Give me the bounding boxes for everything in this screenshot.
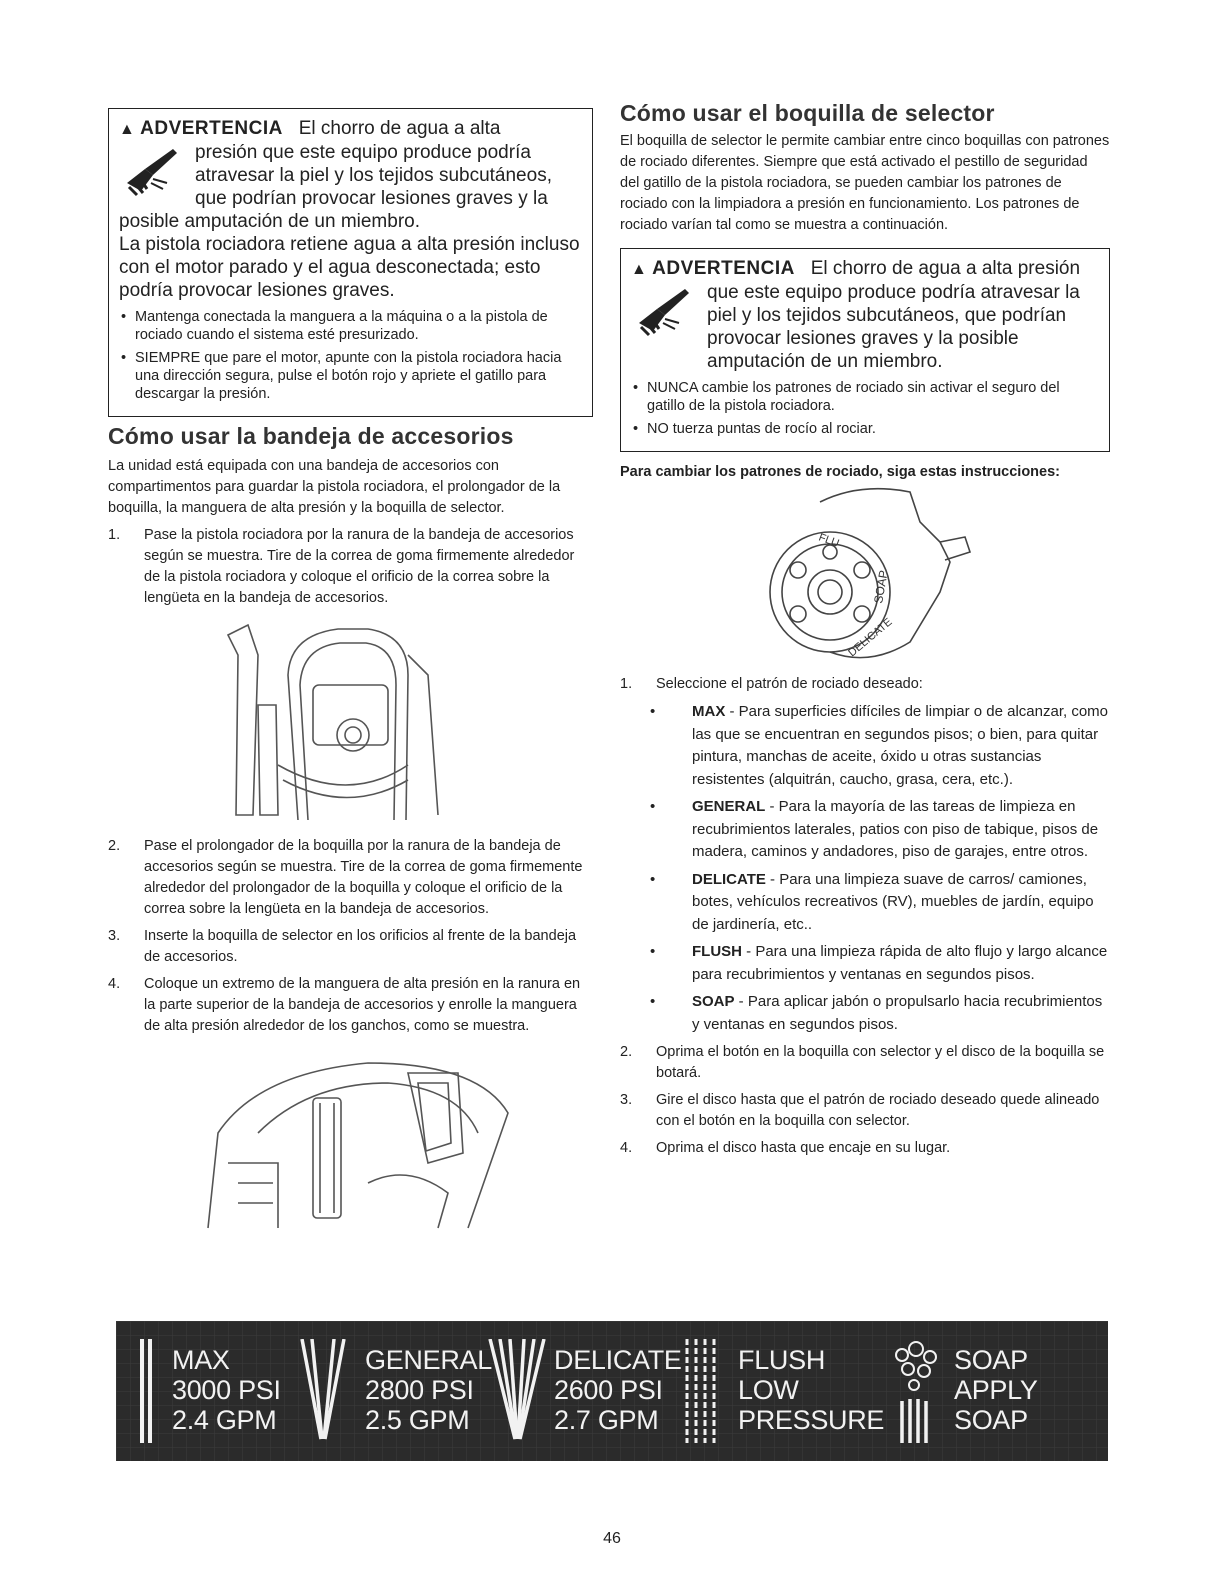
general-fan-icon bbox=[298, 1339, 348, 1443]
warning-box-right bbox=[620, 248, 1110, 452]
pattern-item: • FLUSH - Para una limpieza rápida de alto flujo y largo alcance para recubrimientos y ventanas en segundos pisos. bbox=[650, 943, 1108, 983]
step-number: 4. bbox=[620, 1140, 633, 1156]
tray-illustration-2 bbox=[108, 1043, 593, 1233]
banner-item-soap: SOAP APPLY SOAP bbox=[954, 1345, 1038, 1435]
spray-pattern-banner bbox=[116, 1321, 1108, 1461]
dial-label-flush: FLU bbox=[816, 531, 841, 550]
pattern-name: FLUSH bbox=[692, 943, 742, 960]
pattern-name: MAX bbox=[692, 703, 726, 720]
step-number: 2. bbox=[620, 1044, 633, 1060]
tray-illustration-1 bbox=[108, 615, 593, 825]
list-item bbox=[108, 525, 593, 609]
step-number: 4. bbox=[108, 976, 121, 992]
warning-line-2: atravesar la piel y los tejidos subcutáneos, bbox=[195, 165, 552, 186]
warning-title: ADVERTENCIA bbox=[140, 118, 283, 139]
pattern-desc: - Para la mayoría de las tareas de limpieza en recubrimientos laterales, patios con piso de tabique, pisos de madera, caminos y andadores, piso de garajes, entre otros. bbox=[692, 798, 1099, 860]
step-number: 2. bbox=[108, 838, 121, 854]
selector-nozzle-illustration bbox=[620, 482, 1110, 667]
warning-line-3: provocar lesiones graves y la posible bbox=[707, 328, 1019, 349]
pattern-desc: - Para una limpieza suave de carros/ camiones, botes, vehículos recreativos (RV), muebles de jardín, equipo de jardinería, etc.. bbox=[692, 870, 1094, 933]
warning-line-2: piel y los tejidos subcutáneos, que podrían bbox=[707, 305, 1067, 326]
step-text: Inserte la boquilla de selector en los orificios al frente de la bandeja de accesorios. bbox=[144, 928, 577, 965]
step-number: 1. bbox=[108, 527, 121, 543]
pattern-item: • SOAP - Para aplicar jabón o propulsarlo hacia recubrimientos y ventanas en segundos pisos. bbox=[650, 993, 1103, 1033]
step-text: Pase el prolongador de la boquilla por la ranura de la bandeja de accesorios según se muestra. Tire de la correa de goma firmemente alrededor del prolongador de la boquilla y coloque el orificio de la correa sobre la lengüeta en la bandeja de accesorios. bbox=[144, 838, 583, 917]
pattern-desc: - Para superficies difíciles de limpiar o de alcanzar, como las que se encuentran en segundos pisos; o bien, para quitar pintura, manchas de aceite, óxido u otras sustancias resistentes (alquitrán, caucho, grasa, cera, etc.). bbox=[692, 703, 1109, 788]
step-text: Gire el disco hasta que el patrón de rociado deseado quede alineado con el botón en la boquilla con selector. bbox=[656, 1092, 1100, 1129]
warning-bullet: • Mantenga conectada la manguera a la máquina o a la pistola de rociado cuando el sistema esté presurizado. bbox=[119, 308, 582, 344]
warning-triangle-icon: ▲ bbox=[119, 121, 135, 138]
list-item bbox=[620, 1042, 1110, 1084]
warning-bullet: • SIEMPRE que pare el motor, apunte con la pistola rociadora hacia una dirección segura, pulse el botón rojo y apriete el gatillo para descargar la presión. bbox=[119, 349, 582, 403]
pattern-item: • MAX - Para superficies difíciles de limpiar o de alcanzar, como las que se encuentran en segundos pisos; o bien, para quitar pintura, manchas de aceite, óxido u otras sustancias resistentes (alquitrán, caucho, grasa, cera, etc.). bbox=[650, 703, 1109, 788]
warning-line-1: presión que este equipo produce podría bbox=[195, 142, 531, 163]
pattern-desc: - Para aplicar jabón o propulsarlo hacia recubrimientos y ventanas en segundos pisos. bbox=[692, 993, 1103, 1033]
section-title-selector: Cómo usar el boquilla de selector bbox=[620, 100, 995, 126]
tray-intro: La unidad está equipada con una bandeja de accesorios con compartimentos para guardar la pistola rociadora, el prolongador de la boquilla, la manguera de alta presión y la boquilla de selector. bbox=[108, 458, 561, 516]
page-number: 46 bbox=[603, 1530, 621, 1547]
dial-label-delicate: DELICATE bbox=[846, 616, 895, 660]
pattern-item: • DELICATE - Para una limpieza suave de carros/ camiones, botes, vehículos recreativos (RV), muebles de jardín, equipo de jardinería, etc.. bbox=[650, 870, 1094, 933]
injection-hazard-icon bbox=[635, 283, 697, 343]
banner-item-max: MAX 3000 PSI 2.4 GPM bbox=[172, 1345, 281, 1435]
list-item bbox=[108, 926, 593, 968]
warning-line-3: que podrían provocar lesiones graves y la bbox=[195, 188, 548, 209]
warning-line-4: posible amputación de un miembro. bbox=[119, 211, 421, 232]
pattern-name: SOAP bbox=[692, 993, 735, 1010]
flush-stream-icon bbox=[684, 1339, 718, 1443]
list-item bbox=[108, 836, 593, 920]
list-item bbox=[620, 1138, 1110, 1159]
max-stream-icon bbox=[138, 1339, 158, 1443]
step-text: Seleccione el patrón de rociado deseado: bbox=[656, 676, 923, 692]
banner-item-general: GENERAL 2800 PSI 2.5 GPM bbox=[365, 1345, 492, 1435]
pattern-item: • GENERAL - Para la mayoría de las tareas de limpieza en recubrimientos laterales, patios con piso de tabique, pisos de madera, caminos y andadores, piso de garajes, entre otros. bbox=[650, 798, 1099, 860]
left-column bbox=[108, 108, 593, 1238]
right-column bbox=[620, 100, 1110, 1165]
warning-line-4: amputación de un miembro. bbox=[707, 351, 943, 372]
delicate-fan-icon bbox=[488, 1339, 546, 1443]
step-number: 3. bbox=[108, 928, 121, 944]
selector-intro: El boquilla de selector le permite cambiar entre cinco boquillas con patrones de rociado diferentes. Siempre que está activado el pestillo de seguridad del gatillo de la pistola rociadora, se pueden cambiar los patrones de rociado con la limpiadora a presión en funcionamiento. Los patrones de rociado varían tal como se muestra a continuación. bbox=[620, 133, 1110, 233]
section-title-tray: Cómo usar la bandeja de accesorios bbox=[108, 423, 514, 449]
step-text: Oprima el botón en la boquilla con selector y el disco de la boquilla se botará. bbox=[656, 1044, 1105, 1081]
warning-bullet: • NUNCA cambie los patrones de rociado sin activar el seguro del gatillo de la pistola rociadora. bbox=[631, 379, 1099, 415]
dial-label-soap: SOAP bbox=[871, 569, 891, 605]
warning-box-left bbox=[108, 108, 593, 417]
list-item bbox=[620, 1090, 1110, 1132]
step-number: 3. bbox=[620, 1092, 633, 1108]
injection-hazard-icon bbox=[123, 143, 185, 203]
warning-bullet: • NO tuerza puntas de rocío al rociar. bbox=[631, 420, 1099, 438]
step-text: Coloque un extremo de la manguera de alta presión en la ranura en la parte superior de la bandeja de accesorios y enrolle la manguera de alta presión alrededor de los ganchos, como se muestra. bbox=[144, 976, 581, 1034]
warning-paragraph-2: La pistola rociadora retiene agua a alta presión incluso con el motor parado y el agua desconectada; esto podría provocar lesiones graves. bbox=[119, 234, 580, 301]
instructions-lead: Para cambiar los patrones de rociado, siga estas instrucciones: bbox=[620, 464, 1060, 480]
soap-bubbles-icon bbox=[884, 1339, 944, 1443]
list-item bbox=[620, 674, 1110, 695]
warning-heading bbox=[631, 257, 1099, 281]
warning-title: ADVERTENCIA bbox=[652, 258, 795, 279]
step-number: 1. bbox=[620, 676, 633, 692]
step-text: Oprima el disco hasta que encaje en su lugar. bbox=[656, 1140, 951, 1156]
warning-triangle-icon: ▲ bbox=[631, 261, 647, 278]
banner-item-delicate: DELICATE 2600 PSI 2.7 GPM bbox=[554, 1345, 682, 1435]
warning-line-1: que este equipo produce podría atravesar la bbox=[707, 282, 1080, 303]
list-item bbox=[108, 974, 593, 1037]
warning-lead: El chorro de agua a alta bbox=[298, 118, 501, 139]
banner-item-flush: FLUSH LOW PRESSURE bbox=[738, 1345, 885, 1435]
warning-lead: El chorro de agua a alta presión bbox=[810, 258, 1081, 279]
pattern-name: DELICATE bbox=[692, 870, 766, 888]
pattern-desc: - Para una limpieza rápida de alto flujo y largo alcance para recubrimientos y ventanas en segundos pisos. bbox=[692, 943, 1108, 983]
step-text: Pase la pistola rociadora por la ranura de la bandeja de accesorios según se muestra. Tire de la correa de goma firmemente alrededor de la pistola rociadora y coloque el orificio de la correa sobre la lengüeta en la bandeja de accesorios. bbox=[144, 527, 575, 606]
pattern-name: GENERAL bbox=[692, 798, 766, 815]
warning-heading bbox=[119, 117, 582, 141]
